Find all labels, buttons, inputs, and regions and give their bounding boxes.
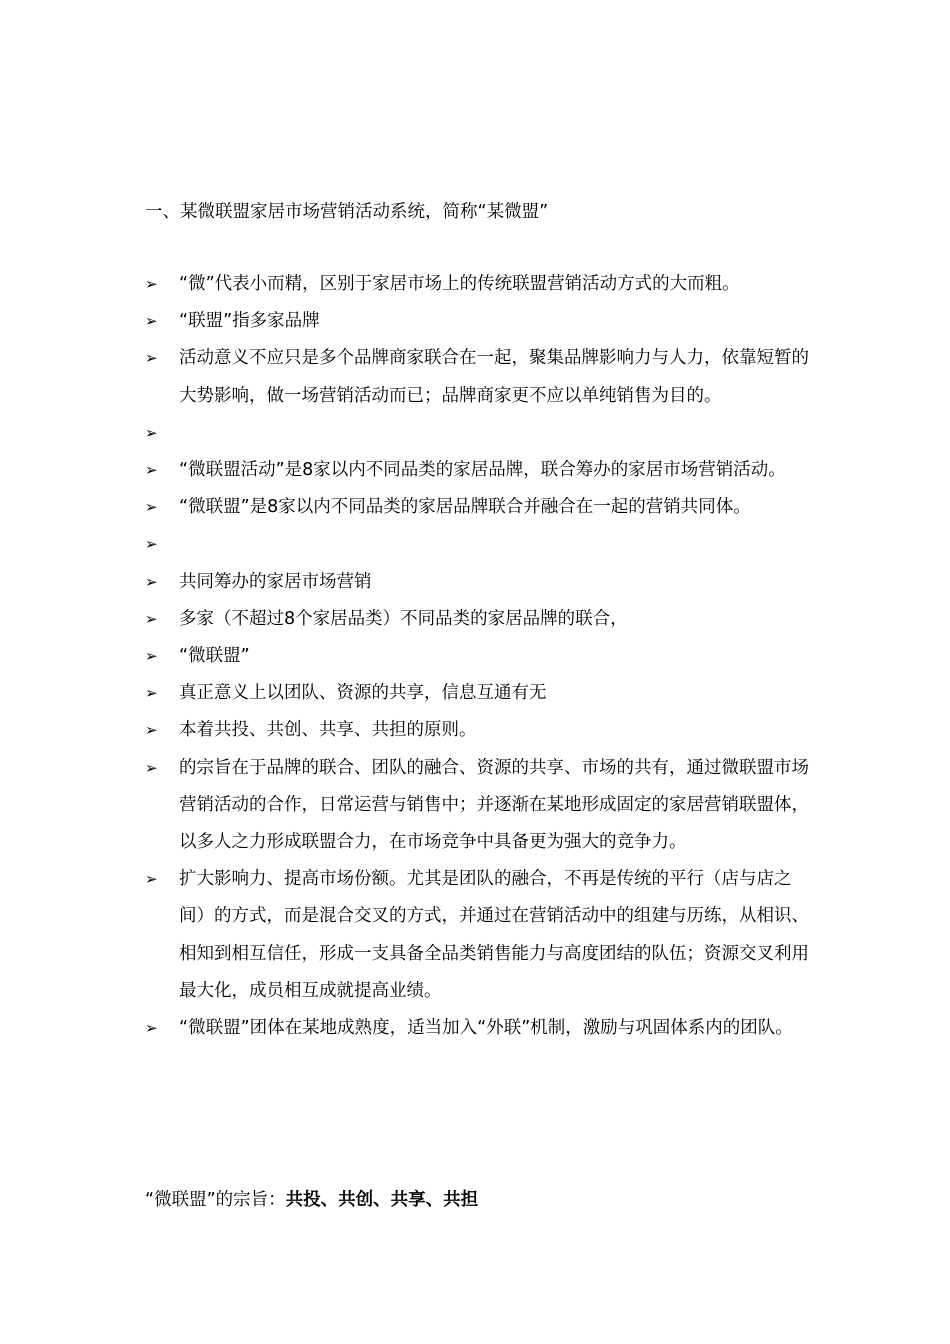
list-item bbox=[145, 489, 815, 526]
list-item bbox=[145, 675, 815, 712]
list-item bbox=[145, 638, 815, 675]
arrow-bullet-icon: ➢ bbox=[145, 721, 158, 740]
arrow-bullet-icon: ➢ bbox=[145, 870, 158, 889]
list-item-empty bbox=[145, 526, 815, 563]
bullet-list bbox=[145, 266, 815, 1047]
list-item-text: 本着共投、共创、共享、共担的原则。 bbox=[179, 720, 477, 741]
arrow-bullet-icon: ➢ bbox=[145, 684, 158, 703]
list-item-empty bbox=[145, 415, 815, 452]
list-item-text: “联盟”指多家品牌 bbox=[179, 311, 320, 332]
list-item-text: “微联盟” bbox=[179, 646, 250, 666]
list-item bbox=[145, 303, 815, 340]
list-item bbox=[145, 266, 815, 303]
list-item bbox=[145, 750, 815, 862]
list-item bbox=[145, 452, 815, 489]
purpose-statement bbox=[145, 1186, 478, 1214]
list-item bbox=[145, 712, 815, 749]
purpose-label: “微联盟”的宗旨： bbox=[145, 1190, 286, 1210]
list-item-text: 真正意义上以团队、资源的共享，信息互通有无 bbox=[179, 683, 547, 704]
list-item-text: 多家（不超过8个家居品类）不同品类的家居品牌的联合， bbox=[179, 608, 628, 629]
list-item-text: “微联盟活动”是8家以内不同品类的家居品牌，联合筹办的家居市场营销活动。 bbox=[179, 460, 786, 480]
arrow-bullet-icon: ➢ bbox=[145, 572, 158, 591]
list-item-text: “微”代表小而精，区别于家居市场上的传统联盟营销活动方式的大而粗。 bbox=[179, 274, 740, 294]
list-item-text: “微联盟”团体在某地成熟度，适当加入“外联”机制，激励与巩固体系内的团队。 bbox=[179, 1018, 793, 1039]
arrow-bullet-icon: ➢ bbox=[145, 349, 158, 368]
list-item bbox=[145, 861, 815, 1010]
arrow-bullet-icon: ➢ bbox=[145, 647, 158, 665]
list-item bbox=[145, 1010, 815, 1047]
section-heading: 一、某微联盟家居市场营销活动系统，简称“某微盟” bbox=[145, 202, 549, 222]
arrow-bullet-icon: ➢ bbox=[145, 275, 158, 293]
list-item-text: 活动意义不应只是多个品牌商家联合在一起，聚集品牌影响力与人力，依靠短暂的大势影响，做一场营销活动而已；品牌商家更不应以单纯销售为目的。 bbox=[179, 348, 809, 406]
list-item bbox=[145, 564, 815, 601]
arrow-bullet-icon: ➢ bbox=[145, 423, 158, 442]
arrow-bullet-icon: ➢ bbox=[145, 1019, 158, 1038]
arrow-bullet-icon: ➢ bbox=[145, 461, 158, 479]
list-item-text: 扩大影响力、提高市场份额。尤其是团队的融合，不再是传统的平行（店与店之间）的方式，而是混合交叉的方式，并通过在营销活动中的组建与历练，从相识、相知到相互信任，形成一支具备全品类销售能力与高度团结的队伍；资源交叉利用最大化，成员相互成就提高业绩。 bbox=[179, 869, 809, 1001]
arrow-bullet-icon: ➢ bbox=[145, 312, 158, 331]
list-item-text: 共同筹办的家居市场营销 bbox=[179, 571, 372, 592]
arrow-bullet-icon: ➢ bbox=[145, 758, 158, 777]
list-item-text: “微联盟”是8家以内不同品类的家居品牌联合并融合在一起的营销共同体。 bbox=[179, 497, 751, 518]
list-item bbox=[145, 340, 815, 414]
purpose-principles: 共投、共创、共享、共担 bbox=[285, 1190, 479, 1210]
list-item-text: 的宗旨在于品牌的联合、团队的融合、资源的共享、市场的共有，通过微联盟市场营销活动的合作，日常运营与销售中；并逐渐在某地形成固定的家居营销联盟体，以多人之力形成联盟合力，在市场竞争中具备更为强大的竞争力。 bbox=[179, 757, 809, 853]
arrow-bullet-icon: ➢ bbox=[145, 498, 158, 517]
arrow-bullet-icon: ➢ bbox=[145, 535, 158, 554]
arrow-bullet-icon: ➢ bbox=[145, 609, 158, 628]
list-item bbox=[145, 601, 815, 638]
